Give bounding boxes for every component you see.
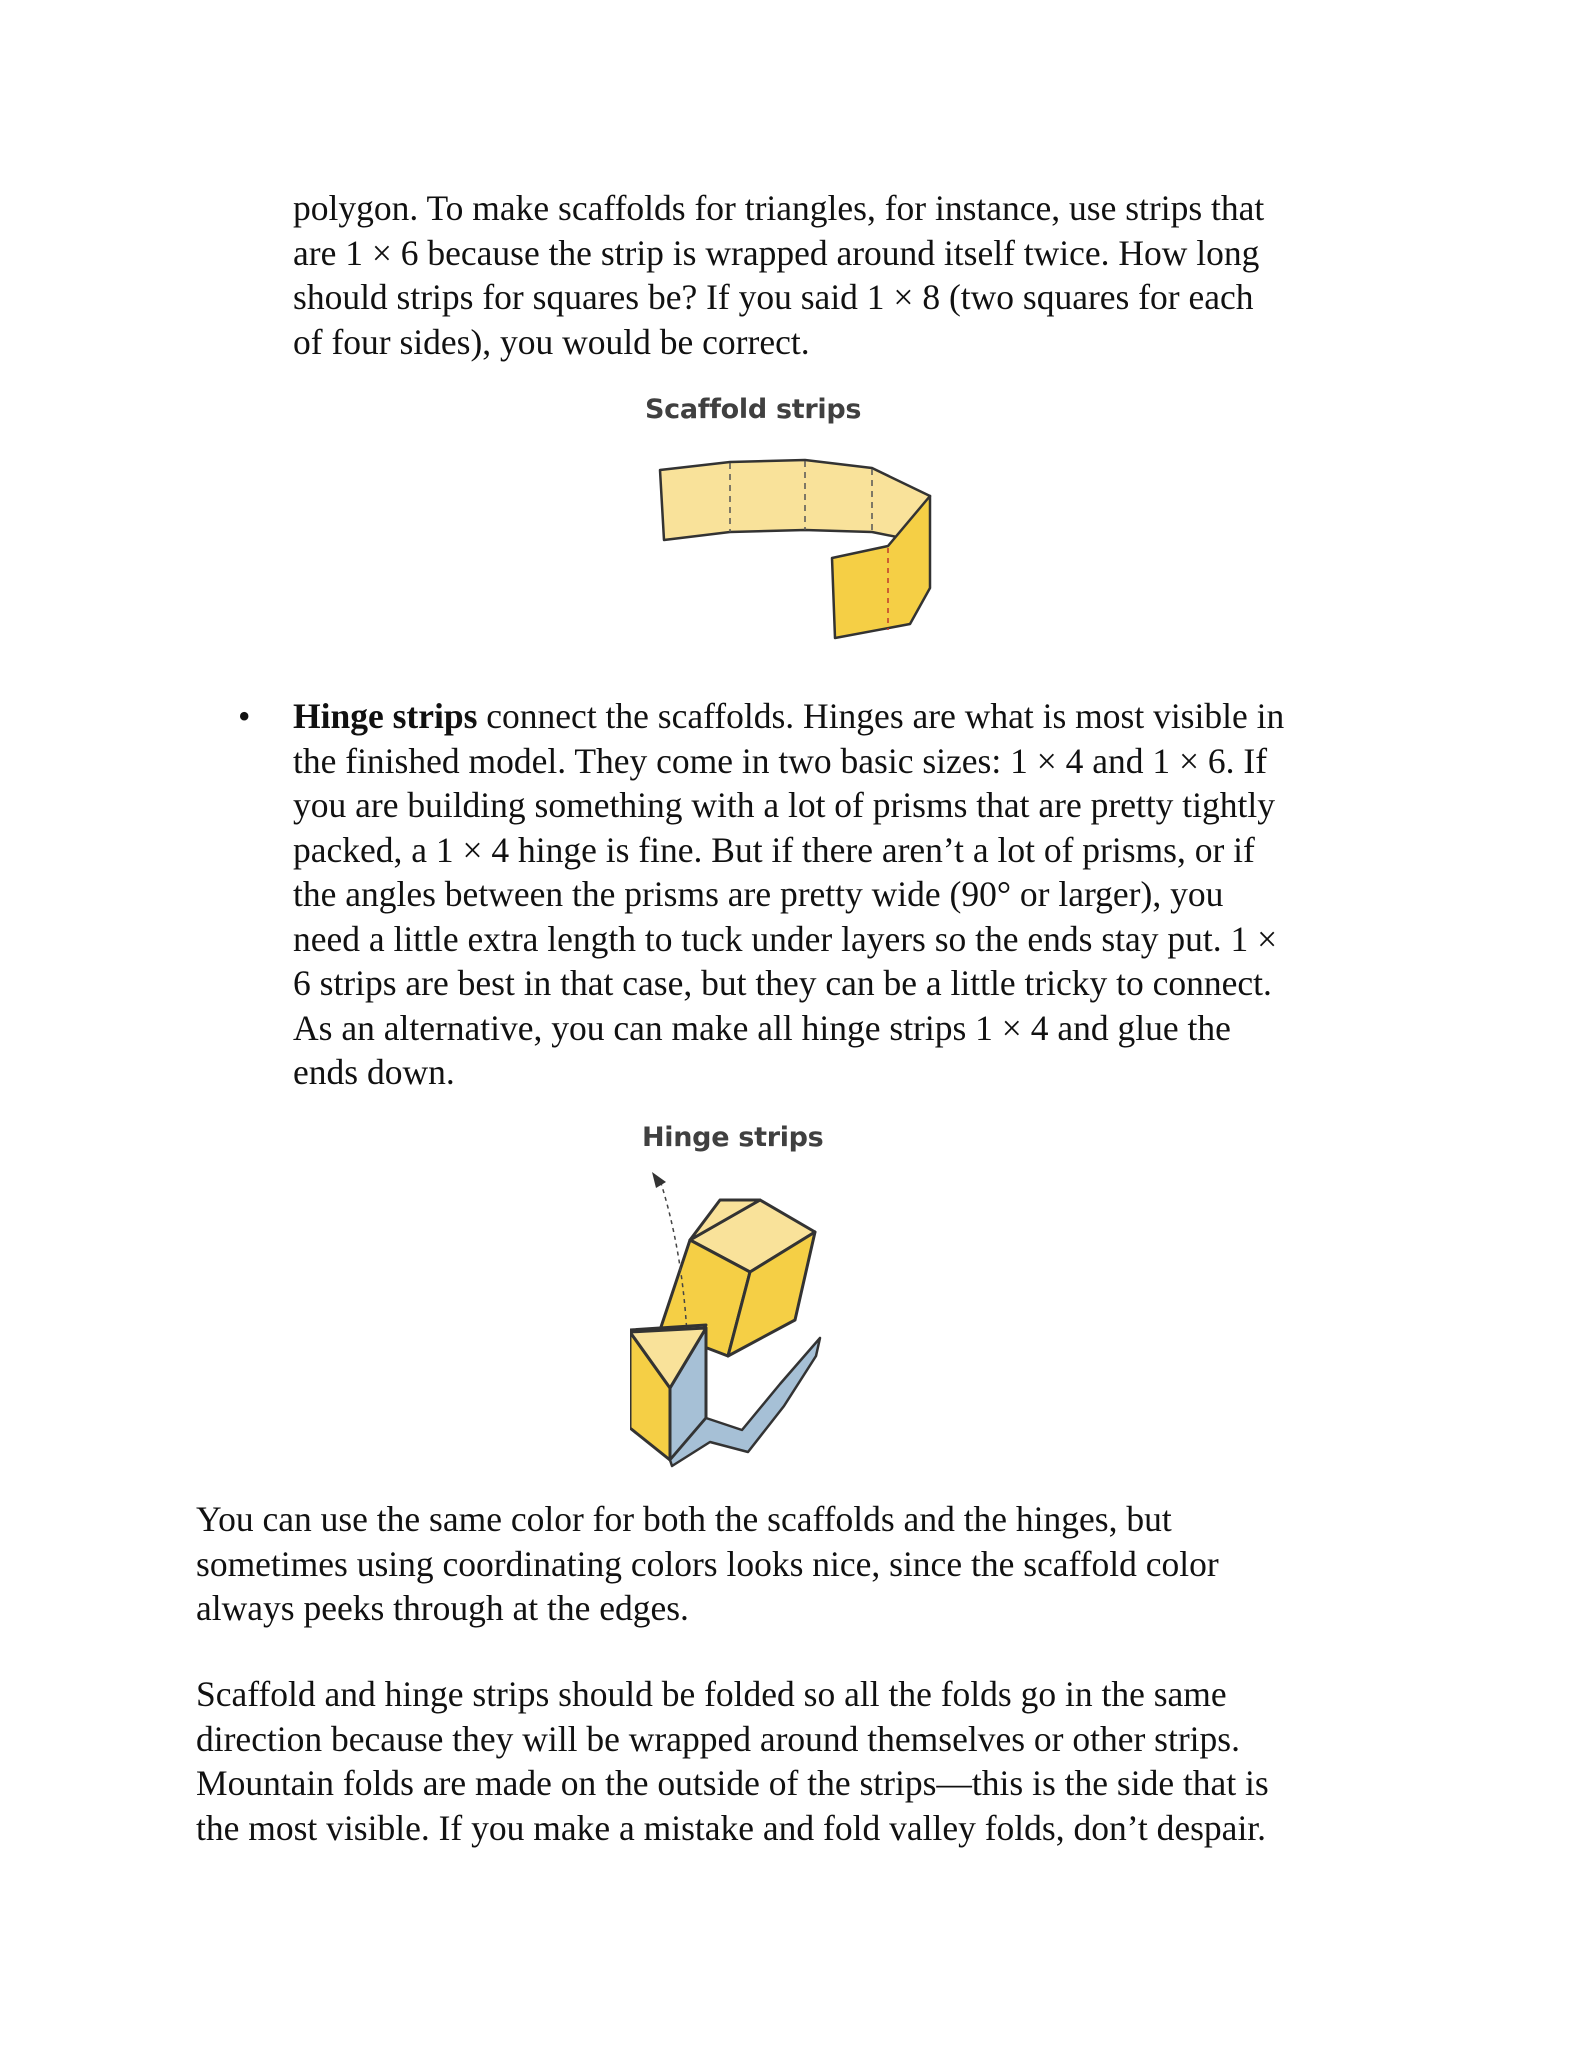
scaffold-figure-caption: Scaffold strips [645,394,862,425]
hinge-strips-illustration [630,1160,950,1490]
scaffold-strips-illustration [640,440,940,660]
hinge-figure-caption: Hinge strips [642,1122,824,1153]
hinge-strips-paragraph [293,694,1393,1095]
intro-paragraph: polygon. To make scaffolds for triangles, for instance, use strips that are 1 × 6 because the strip is wrapped around itself twice. How long should strips for squares be? If you said 1 × 8 (two squares for each of four sides), you would be correct. [293,188,1265,362]
hinge-strips-text: connect the scaffolds. Hinges are what is most visible in the finished model. They come in two basic sizes: 1 × 4 and 1 × 6. If you are building something with a lot of prisms that are pretty tightly packed, a 1 × 4 hinge is fine. But if there aren’t a lot of prisms, or if the angles between the prisms are pretty wide (90° or larger), you need a little extra length to tuck under layers so the ends stay put. 1 × 6 strips are best in that case, but they can be a little tricky to connect. As an alternative, you can make all hinge strips 1 × 4 and glue the ends down. [293,696,1285,1092]
folding-paragraph: Scaffold and hinge strips should be folded so all the folds go in the same direction because they will be wrapped around themselves or other strips. Mountain folds are made on the outside of the strips—this is the side that is the most visible. If you make a mistake and fold valley folds, don’t despair. [196,1674,1269,1848]
colors-paragraph: You can use the same color for both the scaffolds and the hinges, but sometimes using coordinating colors looks nice, since the scaffold color always peeks through at the edges. [196,1499,1219,1628]
list-bullet: • [238,696,251,736]
scaffold-strip-back [660,460,930,540]
hinge-strips-term: Hinge strips [293,696,478,736]
